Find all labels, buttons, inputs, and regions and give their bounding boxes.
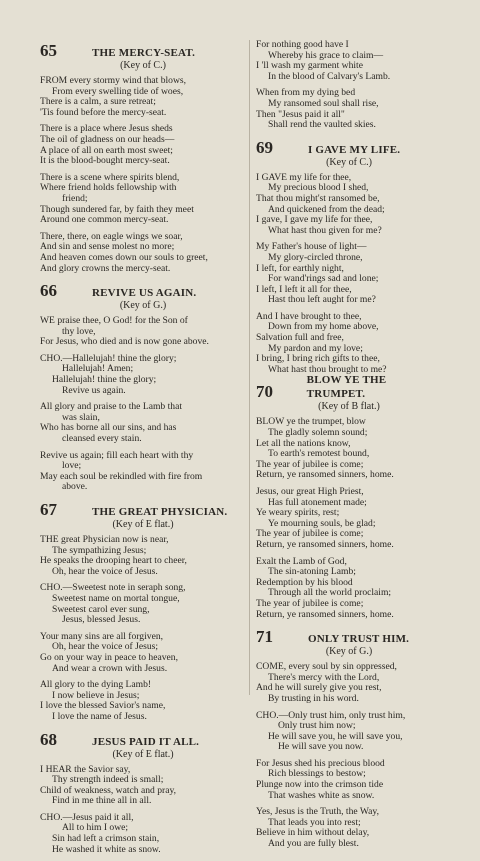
verse-line: Thy strength indeed is small; xyxy=(52,774,164,786)
verse-line: Your many sins are all forgiven, xyxy=(40,630,164,642)
verse-line: What hast thou given for me? xyxy=(268,224,382,236)
column-divider xyxy=(249,40,250,695)
verse-line: And he will surely give you rest, xyxy=(256,682,382,694)
verse-line: I now believe in Jesus; xyxy=(52,689,140,701)
verse-line: For Jesus, who died and is now gone above. xyxy=(40,336,209,348)
hymn-title: I GAVE MY LIFE. xyxy=(308,143,401,156)
verse-line: My precious blood I shed, xyxy=(268,182,369,194)
verse-line: The year of jubilee is come; xyxy=(256,458,364,470)
verse-line: cleansed every stain. xyxy=(62,433,142,445)
verse-line: The oil of gladness on our heads— xyxy=(40,133,175,145)
verse-line: May each soul be rekindled with fire from xyxy=(40,470,203,482)
stanza xyxy=(40,173,246,226)
stanza xyxy=(40,354,246,396)
verse-line: I left, for earthly night, xyxy=(256,262,344,274)
verse-line: Find in me thine all in all. xyxy=(52,795,152,807)
verse-line: He washed it white as snow. xyxy=(52,843,161,855)
stanza xyxy=(256,662,442,704)
verse-line: Then "Jesus paid it all" xyxy=(256,108,345,120)
stanza xyxy=(256,88,442,130)
verse-line: Believe in him without delay, xyxy=(256,827,370,839)
verse-line: Redemption by his blood xyxy=(256,576,353,588)
verse-line: friend; xyxy=(62,192,88,204)
verse-line: Hast thou left aught for me? xyxy=(268,294,376,306)
verse-line: For nothing good have I xyxy=(256,39,349,50)
verse-line: Around one common mercy-seat. xyxy=(40,214,169,226)
hymn-number: 70 xyxy=(256,382,273,402)
verse-line: Go on your way in peace to heaven, xyxy=(40,651,178,663)
verse-line: And you are fully blest. xyxy=(268,838,359,850)
right-column xyxy=(256,40,442,856)
verse-line: I left, I left it all for thee, xyxy=(256,283,352,295)
verse-line: Sin had left a crimson stain, xyxy=(52,833,160,845)
verse-line: He will save you now. xyxy=(278,741,364,753)
hymn-67 xyxy=(40,499,246,723)
verse-line: BLOW ye the trumpet, blow xyxy=(256,416,366,428)
hymn-68 xyxy=(40,729,246,856)
stanza xyxy=(256,173,442,237)
hymn-title: BLOW YE THE TRUMPET. xyxy=(306,374,387,401)
hymn-69 xyxy=(256,137,442,376)
verse-line: Sweetest name on mortal tongue, xyxy=(52,592,180,604)
verse-line: When from my dying bed xyxy=(256,87,356,99)
verse-line: In the blood of Calvary's Lamb. xyxy=(268,70,391,82)
hymn-key: (Key of G.) xyxy=(119,300,167,312)
verse-line: I bring, I bring rich gifts to thee, xyxy=(256,353,380,365)
verse-line: Only trust him now; xyxy=(278,720,356,732)
hymn-number: 71 xyxy=(256,627,273,647)
verse-line: CHO.—Hallelujah! thine the glory; xyxy=(40,352,177,364)
verse-line: By trusting in his word. xyxy=(268,692,359,704)
hymn-65 xyxy=(40,40,246,274)
verse-line: Oh, hear the voice of Jesus; xyxy=(52,641,159,653)
verse-line: I GAVE my life for thee, xyxy=(256,171,352,183)
verse-line: Jesus, blessed Jesus. xyxy=(62,614,141,626)
verse-line: For Jesus shed his precious blood xyxy=(256,757,385,769)
verse-line: All glory to the dying Lamb! xyxy=(40,679,152,691)
hymn-key: (Key of B flat.) xyxy=(318,401,380,413)
stanza xyxy=(40,451,246,493)
verse-line: All glory and praise to the Lamb that xyxy=(40,401,183,413)
verse-line: Exalt the Lamb of God, xyxy=(256,555,347,567)
verse-line: Shall rend the vaulted skies. xyxy=(268,119,376,131)
hymn-title: THE MERCY-SEAT. xyxy=(92,47,196,59)
stanza xyxy=(40,765,246,807)
verse-line: Ye mourning souls, be glad; xyxy=(268,517,376,529)
verse-line: Rich blessings to bestow; xyxy=(268,768,366,780)
stanza xyxy=(256,711,442,753)
verse-line: Whereby his grace to claim— xyxy=(268,49,384,61)
stanza xyxy=(40,813,246,855)
stanza xyxy=(256,417,442,481)
hymn-title: JESUS PAID IT ALL. xyxy=(92,735,200,748)
left-column xyxy=(40,40,246,861)
stanza xyxy=(256,40,442,82)
verse-line: My pardon and my love; xyxy=(268,342,363,354)
stanza xyxy=(256,557,442,621)
verse-line: CHO.—Only trust him, only trust him, xyxy=(256,709,406,721)
verse-line: Return, ye ransomed sinners, home. xyxy=(256,469,394,481)
verse-line: From every swelling tide of woes, xyxy=(52,85,184,97)
verse-line: There is a scene where spirits blend, xyxy=(40,171,180,183)
hymn-number: 69 xyxy=(256,137,273,157)
stanza xyxy=(40,632,246,674)
verse-line: Let all the nations know, xyxy=(256,437,351,449)
verse-line: love; xyxy=(62,460,82,472)
verse-line: I love the blessed Savior's name, xyxy=(40,700,166,712)
verse-line: Where friend holds fellowship with xyxy=(40,182,177,194)
verse-line: He speaks the drooping heart to cheer, xyxy=(40,555,187,567)
verse-line: Who has borne all our sins, and has xyxy=(40,422,177,434)
verse-line: CHO.—Jesus paid it all, xyxy=(40,811,134,823)
stanza xyxy=(256,759,442,801)
hymn-68-continued xyxy=(256,40,442,131)
verse-line: I gave, I gave my life for thee, xyxy=(256,214,373,226)
verse-line: Salvation full and free, xyxy=(256,332,344,344)
verse-line: Oh, hear the voice of Jesus. xyxy=(52,565,158,577)
stanza xyxy=(40,402,246,444)
verse-line: And glory crowns the mercy-seat. xyxy=(40,262,171,274)
verse-line: Hallelujah! Amen; xyxy=(62,363,134,375)
verse-line: Ye weary spirits, rest; xyxy=(256,507,340,519)
verse-line: WE praise thee, O God! for the Son of xyxy=(40,315,188,327)
hymn-70 xyxy=(256,374,442,620)
hymn-number: 68 xyxy=(40,729,57,749)
verse-line: There's mercy with the Lord, xyxy=(268,671,380,683)
hymn-title: THE GREAT PHYSICIAN. xyxy=(92,506,228,518)
hymn-key: (Key of G.) xyxy=(325,646,373,658)
hymn-71 xyxy=(256,626,442,850)
stanza xyxy=(40,583,246,625)
verse-line: That thou might'st ransomed be, xyxy=(256,192,380,204)
stanza xyxy=(40,680,246,722)
verse-line: FROM every stormy wind that blows, xyxy=(40,75,187,86)
verse-line: A place of all on earth most sweet; xyxy=(40,144,173,156)
verse-line: Though sundered far, by faith they meet xyxy=(40,203,194,215)
hymn-key: (Key of E flat.) xyxy=(112,748,174,760)
verse-line: Return, ye ransomed sinners, home. xyxy=(256,538,394,550)
verse-line: above. xyxy=(62,481,88,493)
verse-line: And quickened from the dead; xyxy=(268,203,385,215)
verse-line: Return, ye ransomed sinners, home. xyxy=(256,608,394,620)
verse-line: thy love, xyxy=(62,325,96,337)
hymn-key: (Key of C.) xyxy=(120,60,166,71)
verse-line: I love the name of Jesus. xyxy=(52,710,147,722)
verse-line: Jesus, our great High Priest, xyxy=(256,486,364,497)
hymn-number: 67 xyxy=(40,500,57,519)
stanza xyxy=(256,242,442,306)
verse-line: Hallelujah! thine the glory; xyxy=(52,374,157,386)
verse-line: The gladly solemn sound; xyxy=(268,427,368,439)
stanza xyxy=(40,76,246,118)
verse-line: I 'll wash my garment white xyxy=(256,60,363,72)
verse-line: COME, every soul by sin oppressed, xyxy=(256,661,397,673)
hymn-number: 65 xyxy=(40,41,57,60)
verse-line: Has full atonement made; xyxy=(268,496,367,508)
verse-line: To earth's remotest bound, xyxy=(268,448,370,460)
verse-line: 'Tis found before the mercy-seat. xyxy=(40,106,167,118)
verse-line: He will save you, he will save you, xyxy=(268,730,403,742)
stanza xyxy=(40,124,246,166)
verse-line: And wear a crown with Jesus. xyxy=(52,662,168,674)
verse-line: For wand'rings sad and lone; xyxy=(268,273,379,285)
verse-line: Through all the world proclaim; xyxy=(268,587,392,599)
verse-line: Yes, Jesus is the Truth, the Way, xyxy=(256,806,379,818)
verse-line: It is the blood-bought mercy-seat. xyxy=(40,155,170,167)
verse-line: That leads you into rest; xyxy=(268,816,361,828)
verse-line: My glory-circled throne, xyxy=(268,251,363,263)
verse-line: I HEAR the Savior say, xyxy=(40,763,131,775)
verse-line: The sin-atoning Lamb; xyxy=(268,566,356,578)
stanza xyxy=(40,535,246,577)
verse-line: And I have brought to thee, xyxy=(256,310,362,322)
verse-line: Child of weakness, watch and pray, xyxy=(40,784,177,796)
stanza xyxy=(40,232,246,274)
stanza xyxy=(256,312,442,376)
verse-line: And heaven comes down our souls to greet, xyxy=(40,251,208,263)
verse-line: And sin and sense molest no more; xyxy=(40,241,175,253)
verse-line: THE great Physician now is near, xyxy=(40,534,169,545)
verse-line: The year of jubilee is come; xyxy=(256,597,364,609)
verse-line: CHO.—Sweetest note in seraph song, xyxy=(40,582,186,594)
stanza xyxy=(256,807,442,849)
verse-line: The sympathizing Jesus; xyxy=(52,544,147,556)
hymn-key: (Key of C.) xyxy=(326,156,372,168)
verse-line: There is a place where Jesus sheds xyxy=(40,123,173,135)
hymn-66 xyxy=(40,280,246,493)
verse-line: My ransomed soul shall rise, xyxy=(268,97,379,109)
verse-line: My Father's house of light— xyxy=(256,241,367,253)
verse-line: The year of jubilee is come; xyxy=(256,528,364,540)
verse-line: Plunge now into the crimson tide xyxy=(256,779,384,791)
verse-line: All to him I owe; xyxy=(62,822,129,834)
verse-line: Revive us again; fill each heart with thy xyxy=(40,449,194,461)
verse-line: Down from my home above, xyxy=(268,321,379,333)
verse-line: That washes white as snow. xyxy=(268,789,375,801)
verse-line: was slain, xyxy=(62,411,100,423)
hymn-title: REVIVE US AGAIN. xyxy=(92,287,197,300)
verse-line: What hast thou brought to me? xyxy=(268,363,387,375)
stanza xyxy=(256,487,442,551)
hymn-title: ONLY TRUST HIM. xyxy=(308,633,410,646)
hymn-key: (Key of E flat.) xyxy=(112,519,174,530)
verse-line: Sweetest carol ever sung, xyxy=(52,603,150,615)
verse-line: There is a calm, a sure retreat; xyxy=(40,96,156,108)
verse-line: Revive us again. xyxy=(62,384,126,396)
verse-line: There, there, on eagle wings we soar, xyxy=(40,230,183,242)
stanza xyxy=(40,316,246,348)
hymn-number: 66 xyxy=(40,281,57,301)
